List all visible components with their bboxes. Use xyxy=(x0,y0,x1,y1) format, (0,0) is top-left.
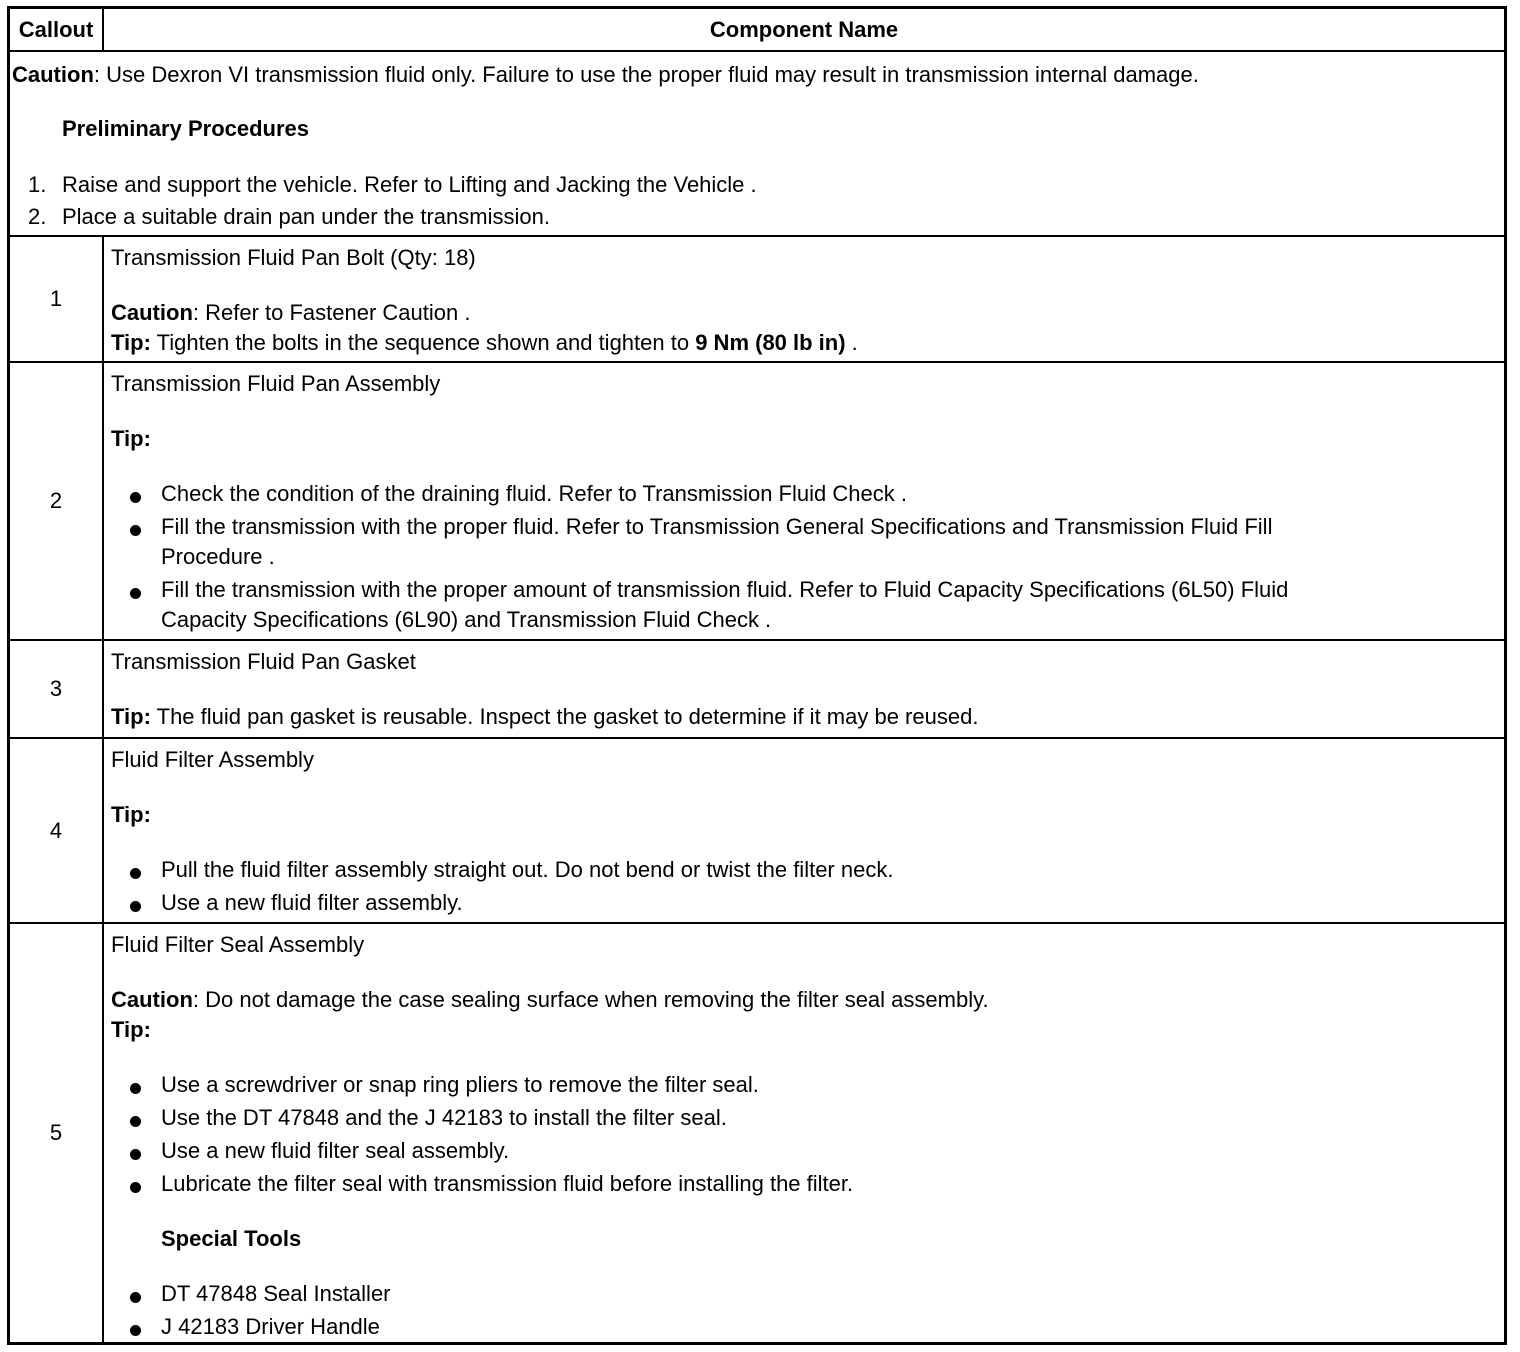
list-item: Check the condition of the draining fluid. Refer to Transmission Fluid Check . xyxy=(161,481,907,506)
tool-item: J 42183 Driver Handle xyxy=(161,1314,380,1339)
callout-number: 5 xyxy=(10,924,104,1342)
table-row xyxy=(10,363,1504,641)
component-name: Transmission Fluid Pan Gasket xyxy=(111,649,416,674)
step-text: Raise and support the vehicle. Refer to Lifting and Jacking the Vehicle . xyxy=(62,172,757,197)
component-name: Transmission Fluid Pan Bolt (Qty: 18) xyxy=(111,245,476,270)
component-name: Transmission Fluid Pan Assembly xyxy=(111,371,441,396)
list-item: Use a new fluid filter seal assembly. xyxy=(161,1138,510,1163)
list-item: Use a screwdriver or snap ring pliers to remove the filter seal. xyxy=(161,1072,759,1097)
tool-item: DT 47848 Seal Installer xyxy=(161,1281,391,1306)
list-item-continued: Procedure . xyxy=(161,544,275,569)
bullet-icon xyxy=(130,868,141,879)
callout-number: 1 xyxy=(10,237,104,361)
header-component-name: Component Name xyxy=(709,16,899,42)
table-row xyxy=(10,924,1504,1342)
component-cell xyxy=(104,739,1504,922)
list-item: Use the DT 47848 and the J 42183 to install the filter seal. xyxy=(161,1105,727,1130)
component-cell xyxy=(104,237,1504,361)
tip-label: Tip: xyxy=(111,426,151,451)
tip-label: Tip: xyxy=(111,1017,151,1042)
bullet-icon xyxy=(130,1182,141,1193)
bullet-icon xyxy=(130,1149,141,1160)
list-item: Use a new fluid filter assembly. xyxy=(161,890,463,915)
intro-caution: Caution: Use Dexron VI transmission fluid only. Failure to use the proper fluid may result in transmission internal damage. xyxy=(12,62,1199,87)
component-cell xyxy=(104,924,1504,1342)
tip-label: Tip: xyxy=(111,802,151,827)
caution-note: Caution: Refer to Fastener Caution . xyxy=(111,300,471,325)
tip-note: Tip: Tighten the bolts in the sequence shown and tighten to 9 Nm (80 lb in) . xyxy=(111,330,858,355)
table-header xyxy=(10,9,1504,52)
step-number: 2. xyxy=(28,204,47,229)
list-item: Lubricate the filter seal with transmission fluid before installing the filter. xyxy=(161,1171,854,1196)
bullet-icon xyxy=(130,1083,141,1094)
component-name: Fluid Filter Seal Assembly xyxy=(111,932,365,957)
table-row xyxy=(10,237,1504,363)
bullet-icon xyxy=(130,525,141,536)
intro-section xyxy=(10,52,1504,237)
tip-note: Tip: The fluid pan gasket is reusable. Inspect the gasket to determine if it may be reused. xyxy=(111,704,979,729)
component-cell xyxy=(104,641,1504,737)
header-callout: Callout xyxy=(10,9,104,50)
bullet-icon xyxy=(130,492,141,503)
list-item: Fill the transmission with the proper amount of transmission fluid. Refer to Fluid Capacity Specifications (6L50) Fluid xyxy=(161,577,1289,602)
component-cell xyxy=(104,363,1504,639)
caution-note: Caution: Do not damage the case sealing surface when removing the filter seal assembly. xyxy=(111,987,989,1012)
bullet-icon xyxy=(130,1116,141,1127)
bullet-icon xyxy=(130,588,141,599)
bullet-icon xyxy=(130,1325,141,1336)
preliminary-procedures-title: Preliminary Procedures xyxy=(62,116,310,141)
special-tools-title: Special Tools xyxy=(161,1226,302,1251)
component-table xyxy=(7,6,1507,1345)
callout-number: 3 xyxy=(10,641,104,737)
callout-number: 2 xyxy=(10,363,104,639)
step-number: 1. xyxy=(28,172,47,197)
list-item-continued: Capacity Specifications (6L90) and Transmission Fluid Check . xyxy=(161,607,772,632)
bullet-icon xyxy=(130,1292,141,1303)
table-row xyxy=(10,641,1504,739)
bullet-icon xyxy=(130,901,141,912)
callout-number: 4 xyxy=(10,739,104,922)
table-row xyxy=(10,739,1504,924)
component-name: Fluid Filter Assembly xyxy=(111,747,314,772)
step-text: Place a suitable drain pan under the transmission. xyxy=(62,204,550,229)
list-item: Fill the transmission with the proper fluid. Refer to Transmission General Specifications and Transmission Fluid Fill xyxy=(161,514,1273,539)
torque-spec: 9 Nm (80 lb in) xyxy=(695,330,846,355)
list-item: Pull the fluid filter assembly straight out. Do not bend or twist the filter neck. xyxy=(161,857,894,882)
